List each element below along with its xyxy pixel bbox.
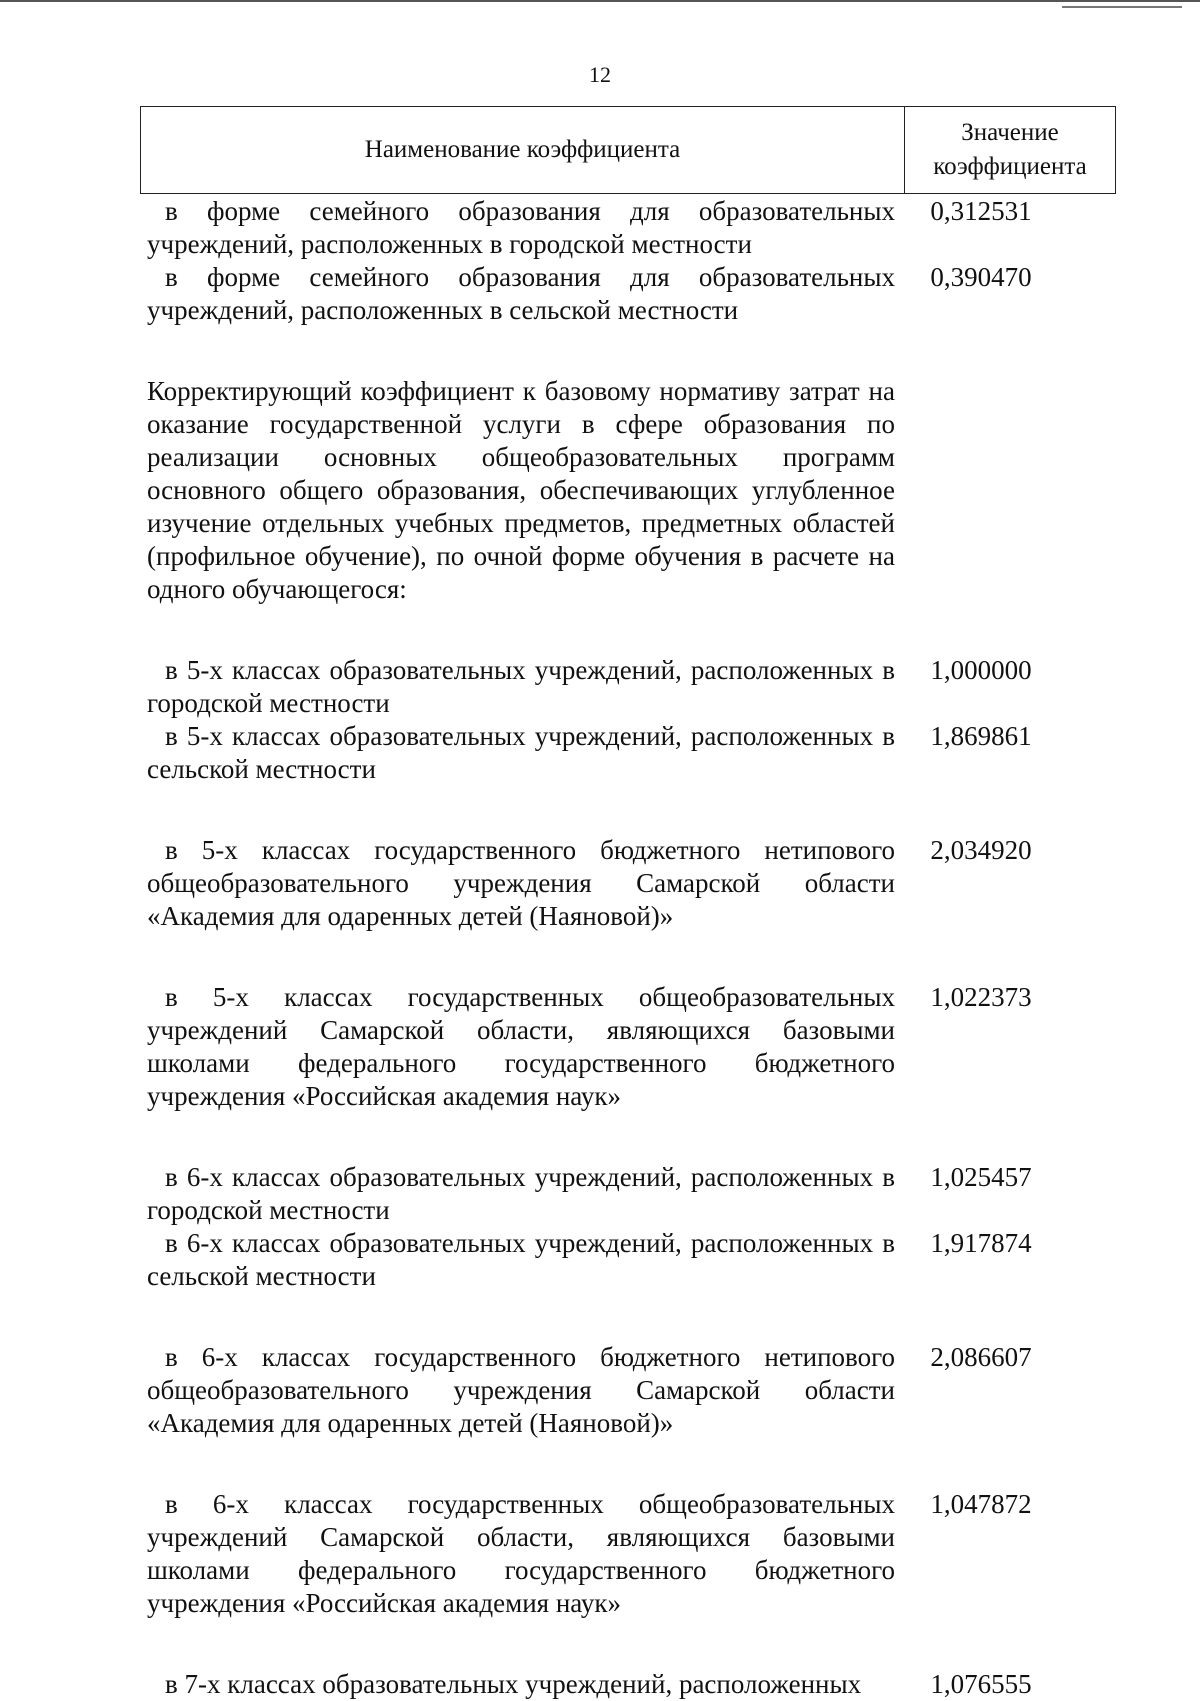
header-value-cell [905,107,1115,193]
row-text: в 6-х классах образовательных учреждений, расположенных в городской местности [147,1162,895,1225]
row-value: 0,390470 [930,262,1032,292]
table-row [147,654,1067,720]
row-text: в 6-х классах государственного бюджетного нетипового общеобразовательного учреждения Самарской области «Академия для одаренных детей (Наяновой)» [147,1342,895,1438]
document-body [147,195,1067,1701]
table-row [147,1341,1067,1440]
table-row [147,195,1067,261]
table-row [147,981,1067,1113]
table-row [147,1488,1067,1620]
table-row [147,1668,1067,1701]
row-value: 1,025457 [930,1162,1032,1192]
row-text: в 5-х классах государственного бюджетного нетипового общеобразовательного учреждения Самарской области «Академия для одаренных детей (Наяновой)» [147,835,895,931]
top-border-line [0,0,1200,2]
row-text: в 5-х классах образовательных учреждений, расположенных в сельской местности [147,721,895,784]
row-value: 2,086607 [930,1342,1032,1372]
table-row [147,261,1067,327]
header-value-line1: Значение [961,119,1059,146]
table-row [147,1161,1067,1227]
row-text: в 5-х классах государственных общеобразовательных учреждений Самарской области, являющихся базовыми школами федерального государственного бюджетного учреждения «Российская академия наук» [147,982,895,1111]
row-text: в форме семейного образования для образовательных учреждений, расположенных в городской местности [147,196,895,259]
row-value: 1,022373 [930,982,1032,1012]
row-value: 1,000000 [930,655,1032,685]
row-text: в 6-х классах образовательных учреждений, расположенных в сельской местности [147,1228,895,1291]
row-value: 1,047872 [930,1489,1032,1519]
table-row [147,834,1067,933]
table-header [140,106,1116,194]
row-value: 1,076555 [930,1669,1032,1699]
row-text: в 6-х классах государственных общеобразовательных учреждений Самарской области, являющихся базовыми школами федерального государственного бюджетного учреждения «Российская академия наук» [147,1489,895,1618]
top-right-mark [1062,6,1182,8]
header-value-line2: коэффициента [933,153,1087,180]
row-text: в 7-х классах образовательных учреждений, расположенных [165,1669,862,1699]
row-value: 0,312531 [930,196,1032,226]
row-value: 1,869861 [930,721,1032,751]
row-value: 1,917874 [930,1228,1032,1258]
page-number: 12 [589,62,611,87]
row-text: в форме семейного образования для образовательных учреждений, расположенных в сельской местности [147,262,895,325]
table-row [147,720,1067,786]
row-value: 2,034920 [930,835,1032,865]
table-row [147,1227,1067,1293]
row-text: в 5-х классах образовательных учреждений, расположенных в городской местности [147,655,895,718]
header-name-cell: Наименование коэффициента [141,107,905,193]
section-intro: Корректирующий коэффициент к базовому нормативу затрат на оказание государственной услуги в сфере образования по реализации основных общеобразовательных программ основного общего образования, обеспечивающих углубленное изучение отдельных учебных предметов, предметных областей (профильное обучение), по очной форме обучения в расчете на одного обучающегося: [147,376,895,604]
